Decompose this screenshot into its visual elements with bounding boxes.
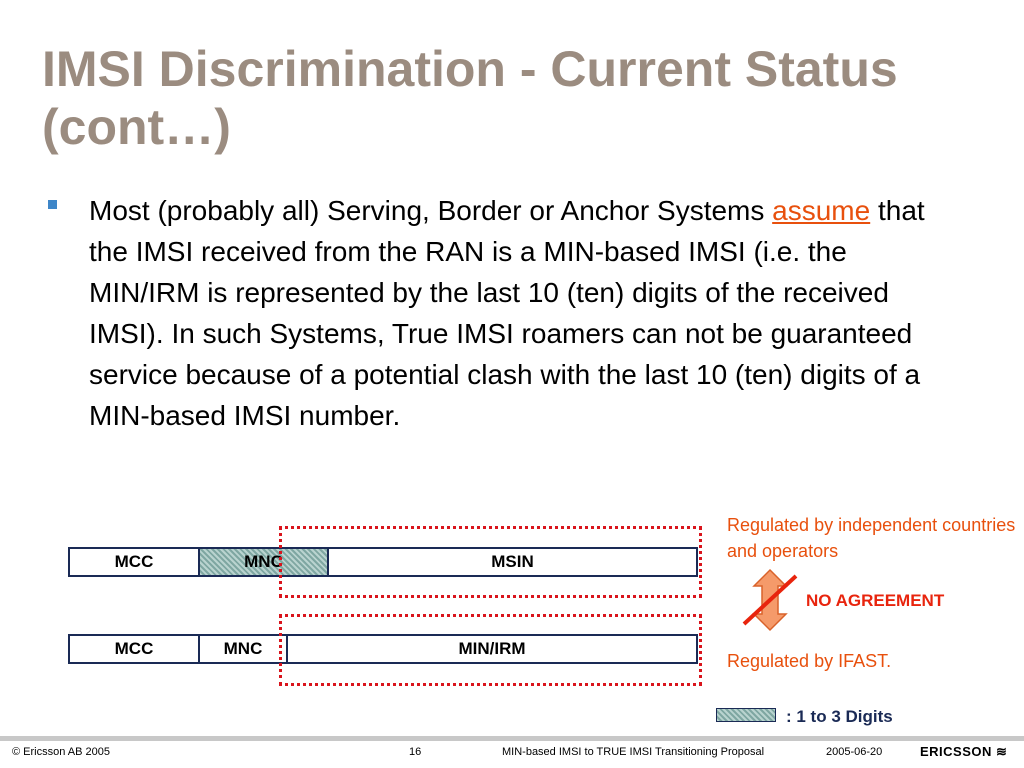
no-agreement-label: NO AGREEMENT bbox=[806, 591, 945, 610]
note-regulated-independent: Regulated by independent countries and operators bbox=[727, 515, 1016, 561]
logo-text: ERICSSON bbox=[920, 744, 992, 759]
bullet-text-post: that the IMSI received from the RAN is a MIN-based IMSI (i.e. the MIN/IRM is represented by the last 10 (ten) digits of the received IMSI). In such Systems, True IMSI roamers can not be guaranteed service because of a potential clash with the last 10 (ten) digits of a MIN-based IMSI number. bbox=[89, 195, 925, 431]
msin-cell: MSIN bbox=[327, 549, 696, 575]
highlight-box-bottom bbox=[279, 614, 702, 686]
bullet-square-icon bbox=[48, 200, 57, 209]
footer-page-number: 16 bbox=[409, 746, 422, 758]
footer-document-title: MIN-based IMSI to TRUE IMSI Transitioning Proposal bbox=[502, 746, 765, 758]
legend-hatched-swatch bbox=[716, 708, 776, 722]
min-irm-cell: MIN/IRM bbox=[286, 636, 696, 662]
mcc-cell: MCC bbox=[114, 639, 154, 658]
logo-mark-icon: ≋ bbox=[996, 744, 1008, 759]
highlight-box-top bbox=[279, 526, 702, 598]
double-arrow-crossed-icon bbox=[740, 568, 800, 632]
bullet-text-pre: Most (probably all) Serving, Border or Anchor Systems bbox=[89, 195, 773, 226]
emphasis-assume: assume bbox=[772, 195, 871, 226]
footer-date: 2005-06-20 bbox=[826, 746, 883, 758]
mcc-cell: MCC bbox=[114, 552, 154, 571]
mnc-cell-hatched: MNC bbox=[198, 549, 327, 575]
mnc-cell: MNC bbox=[198, 636, 286, 662]
footer-divider bbox=[0, 736, 1024, 741]
ericsson-logo bbox=[920, 744, 1007, 760]
footer-copyright: © Ericsson AB 2005 bbox=[12, 746, 110, 758]
bullet-text bbox=[89, 190, 944, 436]
note-regulated-ifast: Regulated by IFAST. bbox=[727, 651, 892, 671]
bullet-item bbox=[44, 190, 944, 436]
slide-title: IMSI Discrimination - Current Status (cont…) bbox=[42, 41, 898, 155]
legend-label: : 1 to 3 Digits bbox=[786, 707, 893, 726]
